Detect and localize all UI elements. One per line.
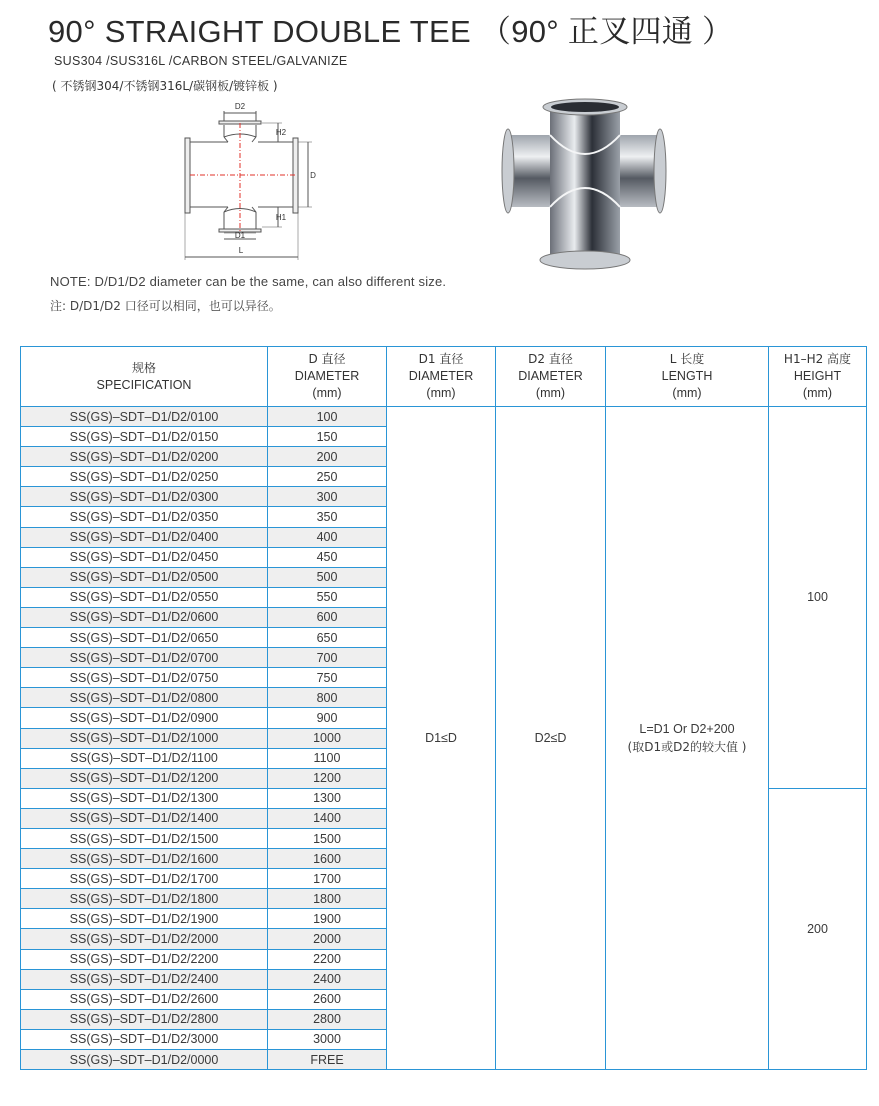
diameter-cell: 900 <box>268 708 387 728</box>
spec-cell: SS(GS)–SDT–D1/D2/0000 <box>21 1050 268 1070</box>
spec-cell: SS(GS)–SDT–D1/D2/0800 <box>21 688 268 708</box>
spec-cell: SS(GS)–SDT–D1/D2/0600 <box>21 607 268 627</box>
diameter-cell: 350 <box>268 507 387 527</box>
diameter-cell: 500 <box>268 567 387 587</box>
header-d2-diameter <box>496 347 606 407</box>
diameter-cell: 1300 <box>268 788 387 808</box>
label-d2: D2 <box>234 102 246 111</box>
diameter-cell: 2400 <box>268 969 387 989</box>
header-en: DIAMETER <box>518 369 583 383</box>
materials-chinese: ( 不锈钢304/不锈钢316L/碳钢板/镀锌板 ) <box>52 79 278 93</box>
spec-cell: SS(GS)–SDT–D1/D2/2400 <box>21 969 268 989</box>
spec-cell: SS(GS)–SDT–D1/D2/0500 <box>21 567 268 587</box>
header-en: HEIGHT <box>793 369 842 383</box>
spec-cell: SS(GS)–SDT–D1/D2/1600 <box>21 849 268 869</box>
height-cell: 200 <box>769 788 867 1069</box>
diameter-cell: 1200 <box>268 768 387 788</box>
length-note: (取D1或D2的较大值 ) <box>627 740 747 755</box>
header-en: DIAMETER <box>408 369 474 383</box>
header-specification <box>21 347 268 407</box>
spec-cell: SS(GS)–SDT–D1/D2/0400 <box>21 527 268 547</box>
d1-condition-cell: D1≤D <box>387 407 496 1070</box>
page-title: 90° STRAIGHT DOUBLE TEE （90° 正叉四通 ） <box>48 14 734 49</box>
spec-cell: SS(GS)–SDT–D1/D2/1300 <box>21 788 268 808</box>
spec-cell: SS(GS)–SDT–D1/D2/1200 <box>21 768 268 788</box>
d2-condition-cell: D2≤D <box>496 407 606 1070</box>
spec-cell: SS(GS)–SDT–D1/D2/1800 <box>21 889 268 909</box>
diameter-cell: 750 <box>268 668 387 688</box>
header-unit: (mm) <box>312 386 342 400</box>
header-cn: D2 直径 <box>528 352 573 366</box>
height-cell: 100 <box>769 407 867 789</box>
diameter-cell: 2000 <box>268 929 387 949</box>
diameter-cell: 150 <box>268 427 387 447</box>
spec-cell: SS(GS)–SDT–D1/D2/0900 <box>21 708 268 728</box>
label-l: L <box>238 246 244 255</box>
header-cn: D 直径 <box>308 352 346 366</box>
diameter-cell: 3000 <box>268 1029 387 1049</box>
spec-cell: SS(GS)–SDT–D1/D2/1400 <box>21 808 268 828</box>
header-cn: L 长度 <box>669 352 705 366</box>
length-formula-cell <box>606 407 769 1070</box>
header-en: DIAMETER <box>294 369 360 383</box>
spec-cell: SS(GS)–SDT–D1/D2/1500 <box>21 828 268 848</box>
diameter-cell: 1900 <box>268 909 387 929</box>
label-h1: H1 <box>275 213 287 222</box>
header-height <box>769 347 867 407</box>
spec-cell: SS(GS)–SDT–D1/D2/0100 <box>21 407 268 427</box>
diameter-cell: 1000 <box>268 728 387 748</box>
spec-cell: SS(GS)–SDT–D1/D2/2200 <box>21 949 268 969</box>
header-d-diameter <box>268 347 387 407</box>
spec-cell: SS(GS)–SDT–D1/D2/1100 <box>21 748 268 768</box>
spec-cell: SS(GS)–SDT–D1/D2/0350 <box>21 507 268 527</box>
diameter-cell: 2200 <box>268 949 387 969</box>
spec-cell: SS(GS)–SDT–D1/D2/0300 <box>21 487 268 507</box>
table-header-row <box>21 347 867 407</box>
diameter-cell: 1100 <box>268 748 387 768</box>
diameter-cell: 550 <box>268 587 387 607</box>
spec-cell: SS(GS)–SDT–D1/D2/1000 <box>21 728 268 748</box>
spec-cell: SS(GS)–SDT–D1/D2/0200 <box>21 447 268 467</box>
specification-table <box>20 346 867 1070</box>
diameter-cell: 450 <box>268 547 387 567</box>
spec-cell: SS(GS)–SDT–D1/D2/3000 <box>21 1029 268 1049</box>
header-cn: H1–H2 高度 <box>783 352 852 366</box>
table-row <box>21 407 867 427</box>
diameter-cell: 2600 <box>268 989 387 1009</box>
spec-cell: SS(GS)–SDT–D1/D2/0650 <box>21 628 268 648</box>
header-cn: D1 直径 <box>418 352 464 366</box>
spec-cell: SS(GS)–SDT–D1/D2/2000 <box>21 929 268 949</box>
diameter-cell: 100 <box>268 407 387 427</box>
technical-drawing <box>170 95 340 265</box>
diameter-cell: 200 <box>268 447 387 467</box>
label-d: D <box>310 171 316 180</box>
diameter-cell: 700 <box>268 648 387 668</box>
header-unit: (mm) <box>802 386 833 400</box>
diameter-cell: 650 <box>268 628 387 648</box>
spec-cell: SS(GS)–SDT–D1/D2/0150 <box>21 427 268 447</box>
spec-cell: SS(GS)–SDT–D1/D2/0750 <box>21 668 268 688</box>
diameter-cell: 1800 <box>268 889 387 909</box>
product-photo <box>500 95 668 271</box>
spec-cell: SS(GS)–SDT–D1/D2/2800 <box>21 1009 268 1029</box>
diameter-cell: 250 <box>268 467 387 487</box>
label-h2: H2 <box>275 128 287 137</box>
spec-cell: SS(GS)–SDT–D1/D2/0700 <box>21 648 268 668</box>
header-unit: (mm) <box>672 386 702 400</box>
diameter-cell: 600 <box>268 607 387 627</box>
header-en: LENGTH <box>661 369 713 383</box>
diameter-cell: 2800 <box>268 1009 387 1029</box>
diameter-cell: 1600 <box>268 849 387 869</box>
diameter-cell: 800 <box>268 688 387 708</box>
materials-english: SUS304 /SUS316L /CARBON STEEL/GALVANIZE <box>54 54 348 68</box>
spec-cell: SS(GS)–SDT–D1/D2/0250 <box>21 467 268 487</box>
header-d1-diameter <box>387 347 496 407</box>
header-cn: 规格 <box>131 360 156 375</box>
diameter-cell: 400 <box>268 527 387 547</box>
spec-cell: SS(GS)–SDT–D1/D2/0450 <box>21 547 268 567</box>
header-en: SPECIFICATION <box>96 377 192 392</box>
diameter-cell: 1500 <box>268 828 387 848</box>
spec-cell: SS(GS)–SDT–D1/D2/0550 <box>21 587 268 607</box>
header-unit: (mm) <box>535 386 566 400</box>
spec-cell: SS(GS)–SDT–D1/D2/1900 <box>21 909 268 929</box>
spec-cell: SS(GS)–SDT–D1/D2/1700 <box>21 869 268 889</box>
diameter-cell: 300 <box>268 487 387 507</box>
note-chinese: 注: D/D1/D2 口径可以相同，也可以异径。 <box>50 299 281 313</box>
diameter-cell: 1700 <box>268 869 387 889</box>
header-length <box>606 347 769 407</box>
note-english: NOTE: D/D1/D2 diameter can be the same, can also different size. <box>50 274 447 289</box>
diameter-cell: FREE <box>268 1050 387 1070</box>
length-formula: L=D1 Or D2+200 <box>639 722 735 737</box>
diameter-cell: 1400 <box>268 808 387 828</box>
label-d1: D1 <box>234 231 246 240</box>
header-unit: (mm) <box>426 386 456 400</box>
spec-cell: SS(GS)–SDT–D1/D2/2600 <box>21 989 268 1009</box>
table-body <box>21 407 867 1070</box>
